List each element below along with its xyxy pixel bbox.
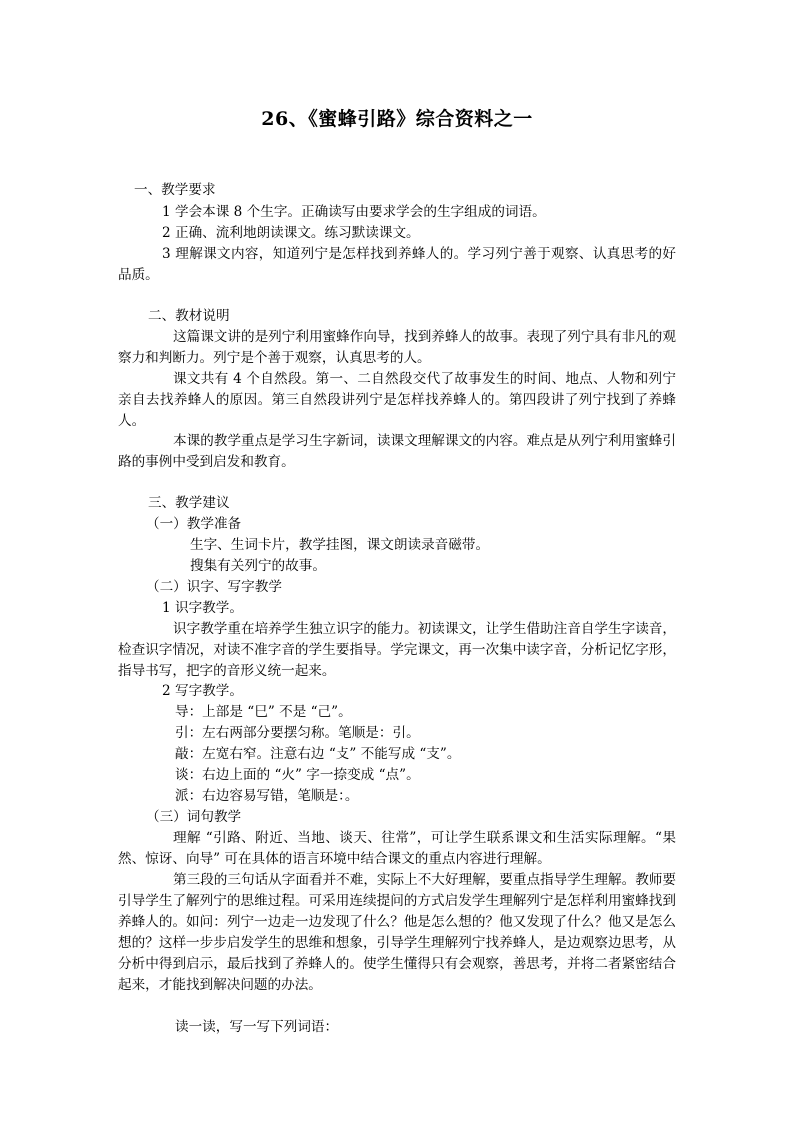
preparation-line-2: 搜集有关列宁的故事。 xyxy=(190,558,326,574)
materials-paragraph-2-text: 课文共有 4 个自然段。第一、二自然段交代了故事发生的时间、地点、人物和列宁亲自去找养蜂人的原因。第三自然段讲列宁是怎样找养蜂人的。第四段讲了列宁找到了养蜂人。 xyxy=(118,371,676,429)
preparation-line-1: 生字、生词卡片，教学挂图，课文朗读录音磁带。 xyxy=(190,537,490,553)
literacy-paragraph-text: 识字教学重在培养学生独立识字的能力。初读课文，让学生借助注音自学生字读音，检查识字情况，对读不准字音的学生要指导。学完课文，再一次集中读字音，分析记忆字形，指导书写，把字的音形义统一起来。 xyxy=(118,621,676,679)
vocabulary-paragraph-1-text: 理解 “引路、附近、当地、谈天、往常”，可让学生联系课文和生活实际理解。“果然、惊讶、向导” 可在具体的语言环境中结合课文的重点内容进行理解。 xyxy=(118,830,676,867)
requirement-item-1: 1 学会本课 8 个生字。正确读写由要求学会的生字组成的词语。 xyxy=(162,204,546,220)
subheading-vocabulary: （三）词句教学 xyxy=(146,809,242,825)
vocabulary-paragraph-2-text: 第三段的三句话从字面看并不难，实际上不大好理解，要重点指导学生理解。教师要引导学生了解列宁的思维过程。可采用连续提问的方式启发学生理解列宁是怎样利用蜜蜂找到养蜂人的。如问：列宁一边走一边发现了什么？他是怎么想的？他又发现了什么？他又是怎么想的？这样一步步启发学生的思维和想象，引导学生理解列宁找养蜂人，是边观察边思考，从分析中得到启示，最后找到了养蜂人的。使学生懂得只有会观察，善思考，并将二者紧密结合起来，才能找到解决问题的办法。 xyxy=(118,872,676,993)
writing-note-5: 派：右边容易写错，笔顺是：。 xyxy=(175,788,359,804)
literacy-paragraph xyxy=(118,619,676,682)
writing-note-3: 敲：左宽右窄。注意右边 “攴” 不能写成 “支”。 xyxy=(175,746,461,762)
materials-paragraph-1 xyxy=(118,327,676,369)
materials-paragraph-1-text: 这篇课文讲的是列宁利用蜜蜂作向导，找到养蜂人的故事。表现了列宁具有非凡的观察力和判断力。列宁是个善于观察，认真思考的人。 xyxy=(118,329,676,366)
writing-note-1: 导：上部是 “巳” 不是 “己”。 xyxy=(175,704,352,720)
materials-paragraph-2 xyxy=(118,369,676,432)
vocabulary-paragraph-1 xyxy=(118,828,676,870)
subheading-literacy: （二）识字、写字教学 xyxy=(146,579,282,595)
writing-note-2: 引：左右两部分要摆匀称。笔顺是：引。 xyxy=(175,725,420,741)
page-title: 26、《蜜蜂引路》综合资料之一 xyxy=(261,108,533,130)
section-heading-suggestions: 三、教学建议 xyxy=(148,495,230,511)
requirement-item-3 xyxy=(118,244,676,286)
literacy-item-2: 2 写字教学。 xyxy=(162,683,243,699)
literacy-item-1: 1 识字教学。 xyxy=(162,600,243,616)
section-heading-materials: 二、教材说明 xyxy=(148,308,230,324)
materials-paragraph-3-text: 本课的教学重点是学习生字新词，读课文理解课文的内容。难点是从列宁利用蜜蜂引路的事例中受到启发和教育。 xyxy=(118,433,676,470)
vocabulary-paragraph-2 xyxy=(118,870,676,996)
requirement-item-3-text: 3 理解课文内容，知道列宁是怎样找到养蜂人的。学习列宁善于观察、认真思考的好品质。 xyxy=(118,246,676,283)
materials-paragraph-3 xyxy=(118,431,676,473)
vocabulary-exercise-prompt: 读一读，写一写下列词语： xyxy=(175,1019,339,1035)
section-heading-requirements: 一、教学要求 xyxy=(134,182,216,198)
writing-note-4: 谈：右边上面的 “火” 字一捺变成 “点”。 xyxy=(175,767,420,783)
requirement-item-2: 2 正确、流利地朗读课文。练习默读课文。 xyxy=(162,225,420,241)
subheading-preparation: （一）教学准备 xyxy=(146,516,242,532)
